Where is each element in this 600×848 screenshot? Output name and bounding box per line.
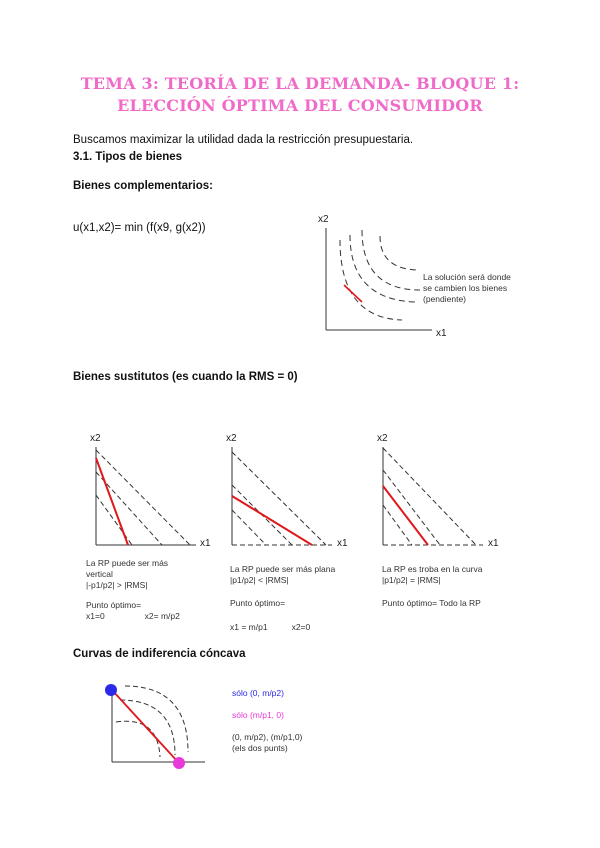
concava-solo2: sólo (m/p1, 0): [232, 710, 284, 720]
complementarios-heading: Bienes complementarios:: [73, 180, 213, 192]
section-heading: 3.1. Tipos de bienes: [73, 151, 183, 163]
magenta-point: [173, 757, 185, 769]
title-line-1: TEMA 3: TEORÍA DE LA DEMANDA- BLOQUE 1:: [80, 74, 520, 93]
sust1-note: La RP puede ser más vertical |-p1/p2| > |RMS|: [86, 558, 169, 590]
sust2-optimo-values: x1 = m/p1 x2=0: [230, 622, 311, 632]
sust3-optimo: Punto óptimo= Todo la RP: [382, 598, 481, 608]
sust2-note: La RP puede ser más plana |p1/p2| < |RMS|: [230, 564, 336, 585]
sust1-axis-y: x2: [90, 433, 101, 444]
concava-both: (0, m/p2), (m/p1,0) (els dos punts): [232, 732, 303, 753]
sust3-axis-x: x1: [488, 538, 499, 549]
complementarios-axis-y: x2: [318, 214, 329, 225]
sust2-axis-y: x2: [226, 433, 237, 444]
complementarios-note: La solución será donde se cambien los bienes (pendiente): [423, 272, 511, 304]
complementarios-axis-x: x1: [436, 328, 447, 339]
sustitutos-heading: Bienes sustitutos (es cuando la RMS = 0): [73, 371, 298, 383]
sust3-axis-y: x2: [377, 433, 388, 444]
sust2-optimo-label: Punto óptimo=: [230, 598, 286, 608]
sust3-note: La RP es troba en la curva |p1/p2| = |RMS|: [382, 564, 483, 585]
sust2-axis-x: x1: [337, 538, 348, 549]
concava-heading: Curvas de indiferencia cóncava: [73, 648, 246, 660]
blue-point: [105, 684, 117, 696]
sust1-optimo: Punto óptimo= x1=0 x2= m/p2: [86, 600, 180, 621]
intro-text: Buscamos maximizar la utilidad dada la restricción presupuestaria.: [73, 134, 414, 146]
sust1-axis-x: x1: [200, 538, 211, 549]
concava-solo1: sólo (0, m/p2): [232, 688, 284, 698]
complementarios-formula: u(x1,x2)= min (f(x9, g(x2)): [73, 222, 206, 234]
title-line-2: ELECCIÓN ÓPTIMA DEL CONSUMIDOR: [117, 96, 483, 115]
